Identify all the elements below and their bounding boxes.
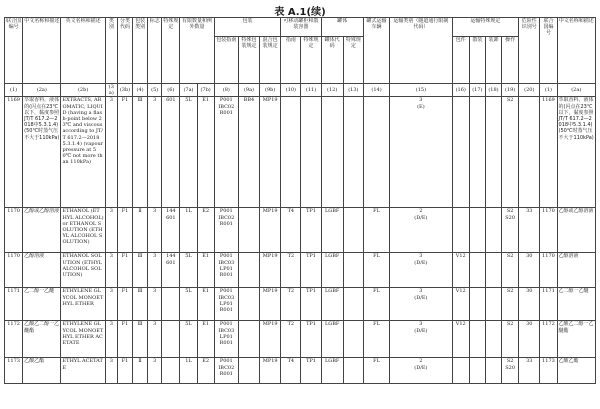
excepted-quantity-cell: E1: [197, 97, 214, 208]
th-pack-inst: 包装指南: [214, 37, 238, 84]
hazard-id-cell: 33: [519, 208, 540, 253]
limited-quantity-cell: 1L: [180, 358, 197, 384]
col-num: (3b): [117, 84, 132, 97]
mixed-packing-cell: MP19: [260, 253, 281, 288]
th-tank-code: 罐体代码: [321, 37, 343, 84]
col-num: (13): [343, 84, 363, 97]
class-code-cell: F1: [117, 253, 132, 288]
limited-quantity-cell: 5L: [180, 288, 197, 321]
col-num: (2a): [23, 84, 61, 97]
tank-code-cell: LGBF: [321, 321, 343, 358]
th-tank: 罐体: [321, 18, 363, 37]
cn-name-cell: 乙醇溶液: [23, 253, 61, 288]
tank-code-cell: LGBF: [321, 288, 343, 321]
tank-code-cell: LGBF: [321, 358, 343, 384]
class-code-cell: F1: [117, 97, 132, 208]
mixed-packing-cell: MP19: [260, 208, 281, 253]
mixed-packing-cell: MP19: [260, 358, 281, 384]
packing-group-cell: Ⅲ: [133, 288, 148, 321]
packing-instruction-cell: P001 IBC02 R001: [214, 208, 238, 253]
tsp-package-cell: V12: [452, 253, 469, 288]
limited-quantity-cell: 5L: [180, 253, 197, 288]
cn-name-cell: 乙酸乙酯: [23, 358, 61, 384]
vehicle-cell: FL: [363, 288, 389, 321]
class-cell: 3: [105, 208, 117, 253]
special-provisions-cell: 601: [162, 97, 180, 208]
label-cell: 3: [148, 321, 162, 358]
th-packing-group: 包装类别: [133, 18, 148, 84]
col-num: (1): [5, 84, 23, 97]
transport-category-cell: 2 (D/E): [390, 208, 453, 253]
col-num: (15): [390, 84, 453, 97]
th-tsp-operation: 操作: [502, 37, 519, 84]
vehicle-cell: FL: [363, 208, 389, 253]
tsp-package-cell: [452, 97, 469, 208]
tank-spec-cell: [343, 253, 363, 288]
transport-category-cell: 2 (D/E): [390, 358, 453, 384]
packing-special-cell: BB4: [238, 97, 259, 208]
hazard-id-cell: 30: [519, 288, 540, 321]
th-pack-sp: 特殊包装规定: [238, 37, 259, 84]
col-num: (10): [281, 84, 301, 97]
en-name-cell: ETHYLENE GLYCOL MONOETHYL ETHER: [61, 288, 105, 321]
label-cell: 3: [148, 358, 162, 384]
col-num: (20): [519, 84, 540, 97]
th-transport-category: 运输类别（隧道通行限制代码）: [390, 18, 453, 84]
tank-special-cell: TP1: [301, 358, 321, 384]
dangerous-goods-table: [4, 17, 596, 384]
col-num: (5): [148, 84, 162, 97]
tsp-bulk-cell: [469, 97, 485, 208]
tank-spec-cell: [343, 288, 363, 321]
tsp-bulk-cell: [469, 358, 485, 384]
hazard-id-cell: 33: [519, 358, 540, 384]
tank-instruction-cell: [281, 97, 301, 208]
cn-name-2-cell: 乙酸乙二醇一乙醚酯: [557, 321, 595, 358]
excepted-quantity-cell: E2: [197, 358, 214, 384]
packing-special-cell: [238, 253, 259, 288]
class-code-cell: F1: [117, 321, 132, 358]
th-transport-special: 运输特殊规定: [452, 18, 519, 37]
tsp-bulk-cell: [469, 288, 485, 321]
tank-special-cell: TP1: [301, 253, 321, 288]
col-num: (2a): [557, 84, 595, 97]
tsp-operation-cell: S2: [502, 253, 519, 288]
tsp-loading-cell: [485, 288, 501, 321]
col-num: (18): [485, 84, 501, 97]
packing-special-cell: [238, 288, 259, 321]
excepted-quantity-cell: E1: [197, 321, 214, 358]
th-special-provisions: 特殊规定: [162, 18, 180, 84]
th-tsp-bulk: 散装: [469, 37, 485, 84]
tank-instruction-cell: T4: [281, 208, 301, 253]
un-2-cell: 1170: [540, 253, 557, 288]
excepted-quantity-cell: E1: [197, 288, 214, 321]
tsp-package-cell: [452, 358, 469, 384]
th-limited-quantity: 有限数量和例外数量: [180, 18, 214, 84]
cn-name-cell: 萃取香料，液体的(闪点在23℃以下，黏度参照JT/T 617.2—2018中5.3.1.4)(50℃时蒸气压不大于110kPa): [23, 97, 61, 208]
table-row: [5, 358, 596, 384]
class-code-cell: F1: [117, 358, 132, 384]
tsp-operation-cell: S2: [502, 288, 519, 321]
th-vehicle: 罐式运输车辆: [363, 18, 389, 84]
packing-instruction-cell: P001 IBC03 LP01 R001: [214, 253, 238, 288]
col-num: (7a): [180, 84, 197, 97]
class-cell: 3: [105, 321, 117, 358]
un-2-cell: 1170: [540, 208, 557, 253]
tank-instruction-cell: T4: [281, 358, 301, 384]
excepted-quantity-cell: E2: [197, 208, 214, 253]
col-num: (4): [133, 84, 148, 97]
label-cell: 3: [148, 288, 162, 321]
col-num: (14): [363, 84, 389, 97]
special-provisions-cell: [162, 321, 180, 358]
th-packing: 包装: [214, 18, 281, 37]
packing-special-cell: [238, 358, 259, 384]
class-cell: 3: [105, 358, 117, 384]
tank-spec-cell: [343, 208, 363, 253]
class-code-cell: F1: [117, 288, 132, 321]
th-cn-name-2: 中文名称和描述: [557, 18, 595, 84]
vehicle-cell: FL: [363, 321, 389, 358]
hazard-id-cell: 30: [519, 321, 540, 358]
packing-special-cell: [238, 321, 259, 358]
packing-group-cell: Ⅱ: [133, 208, 148, 253]
packing-instruction-cell: P001 IBC02 R001: [214, 97, 238, 208]
en-name-cell: ETHANOL SOLUTION (ETHYL ALCOHOL SOLUTION): [61, 253, 105, 288]
tsp-loading-cell: [485, 253, 501, 288]
col-num: (19): [502, 84, 519, 97]
col-num: (6): [162, 84, 180, 97]
table-title: 表 A.1(续): [274, 7, 326, 18]
packing-instruction-cell: P001 IBC03 LP01 R001: [214, 288, 238, 321]
col-num: (9b): [260, 84, 281, 97]
tank-instruction-cell: T2: [281, 288, 301, 321]
th-class-code: 分类代码: [117, 18, 132, 84]
th-cn-name: 中文名称和描述: [23, 18, 61, 84]
transport-category-cell: 3 (D/E): [390, 321, 453, 358]
class-cell: 3: [105, 288, 117, 321]
th-mixed: 混合包装规定: [260, 37, 281, 84]
tsp-package-cell: [452, 208, 469, 253]
column-number-row: [5, 84, 596, 97]
table-row: [5, 208, 596, 253]
tank-instruction-cell: T2: [281, 253, 301, 288]
tsp-loading-cell: [485, 208, 501, 253]
class-cell: 3: [105, 253, 117, 288]
tank-spec-cell: [343, 97, 363, 208]
tsp-loading-cell: [485, 97, 501, 208]
vehicle-cell: FL: [363, 253, 389, 288]
tank-code-cell: LGBF: [321, 208, 343, 253]
col-num: (17): [469, 84, 485, 97]
en-name-cell: ETHYLENE GLYCOL MONOETHYL ETHER ACETATE: [61, 321, 105, 358]
tsp-operation-cell: S2: [502, 97, 519, 208]
th-tank-spec: 特殊规定: [343, 37, 363, 84]
hazard-id-cell: [519, 97, 540, 208]
col-num: (9a): [238, 84, 259, 97]
col-num: (7b): [197, 84, 214, 97]
limited-quantity-cell: 5L: [180, 97, 197, 208]
un-2-cell: 1171: [540, 288, 557, 321]
transport-category-cell: 3 (D/E): [390, 253, 453, 288]
th-hazard-id: 危险性识别号: [519, 18, 540, 84]
packing-group-cell: Ⅲ: [133, 253, 148, 288]
col-num: (16): [452, 84, 469, 97]
th-tsp-loading: 装卸: [485, 37, 501, 84]
col-num: (12): [321, 84, 343, 97]
un-cell: 1172: [5, 321, 23, 358]
transport-category-cell: 3 (E): [390, 97, 453, 208]
table-row: [5, 97, 596, 208]
table-row: [5, 288, 596, 321]
tsp-bulk-cell: [469, 253, 485, 288]
th-portable-tank: 可移动罐柜和散装容器: [281, 18, 321, 37]
vehicle-cell: FL: [363, 358, 389, 384]
class-cell: 3: [105, 97, 117, 208]
label-cell: 3: [148, 253, 162, 288]
transport-category-cell: 3 (D/E): [390, 288, 453, 321]
en-name-cell: EXTRACTS, AROMATIC, LIQUID (having a flash-point below 23℃ and viscous according to JT/T 617.2—2018 5.3.1.4) (vapour pressure at 50℃ not more than 110kPa): [61, 97, 105, 208]
vehicle-cell: [363, 97, 389, 208]
col-num: (3a): [105, 84, 117, 97]
tsp-package-cell: V12: [452, 321, 469, 358]
un-2-cell: 1172: [540, 321, 557, 358]
tank-instruction-cell: T2: [281, 321, 301, 358]
tsp-loading-cell: [485, 321, 501, 358]
tank-special-cell: TP1: [301, 208, 321, 253]
col-num: (11): [301, 84, 321, 97]
un-cell: 1169: [5, 97, 23, 208]
hazard-id-cell: 30: [519, 253, 540, 288]
mixed-packing-cell: MP19: [260, 288, 281, 321]
cn-name-2-cell: 萃取香料，液体的(闪点在23℃以下，黏度参照JT/T 617.2—2018中5.3.1.4)(50℃时蒸气压不大于110kPa): [557, 97, 595, 208]
tank-spec-cell: [343, 358, 363, 384]
limited-quantity-cell: 5L: [180, 321, 197, 358]
un-2-cell: 1169: [540, 97, 557, 208]
tsp-loading-cell: [485, 358, 501, 384]
packing-group-cell: Ⅲ: [133, 97, 148, 208]
tsp-operation-cell: S2 S20: [502, 358, 519, 384]
packing-group-cell: Ⅲ: [133, 321, 148, 358]
cn-name-2-cell: 乙二醇一乙醚: [557, 288, 595, 321]
limited-quantity-cell: 1L: [180, 208, 197, 253]
un-cell: 1170: [5, 208, 23, 253]
col-num: (2b): [61, 84, 105, 97]
tank-special-cell: TP1: [301, 288, 321, 321]
packing-instruction-cell: P001 IBC03 LP01 R001: [214, 321, 238, 358]
packing-special-cell: [238, 208, 259, 253]
th-un: 联合国编号: [5, 18, 23, 84]
tsp-operation-cell: S2 S20: [502, 208, 519, 253]
special-provisions-cell: 144 601: [162, 253, 180, 288]
table-row: [5, 253, 596, 288]
special-provisions-cell: [162, 358, 180, 384]
tsp-operation-cell: S2: [502, 321, 519, 358]
excepted-quantity-cell: E1: [197, 253, 214, 288]
un-cell: 1170: [5, 253, 23, 288]
mixed-packing-cell: MP19: [260, 97, 281, 208]
un-2-cell: 1173: [540, 358, 557, 384]
packing-instruction-cell: P001 IBC02 R001: [214, 358, 238, 384]
th-tank-inst: 指南: [281, 37, 301, 84]
en-name-cell: ETHYL ACETATE: [61, 358, 105, 384]
special-provisions-cell: [162, 288, 180, 321]
th-tank-sp: 特殊规定: [301, 37, 321, 84]
cn-name-cell: 乙二醇一乙醚: [23, 288, 61, 321]
tsp-bulk-cell: [469, 321, 485, 358]
tank-special-cell: [301, 97, 321, 208]
table-row: [5, 321, 596, 358]
label-cell: 3: [148, 97, 162, 208]
packing-group-cell: Ⅱ: [133, 358, 148, 384]
tank-code-cell: LGBF: [321, 253, 343, 288]
tsp-package-cell: V12: [452, 288, 469, 321]
class-code-cell: F1: [117, 208, 132, 253]
th-un-2: 联合国编号: [540, 18, 557, 84]
cn-name-2-cell: 乙醇溶液: [557, 253, 595, 288]
tank-special-cell: TP1: [301, 321, 321, 358]
cn-name-2-cell: 乙醇或乙醇溶液: [557, 208, 595, 253]
en-name-cell: ETHANOL (ETHYL ALCOHOL) or ETHANOL SOLUTION (ETHYL ALCOHOL SOLUTION): [61, 208, 105, 253]
col-num: (1): [540, 84, 557, 97]
un-cell: 1171: [5, 288, 23, 321]
label-cell: 3: [148, 208, 162, 253]
special-provisions-cell: 144 601: [162, 208, 180, 253]
un-cell: 1173: [5, 358, 23, 384]
th-class: 类别: [105, 18, 117, 84]
cn-name-cell: 乙酸乙二醇一乙醚酯: [23, 321, 61, 358]
col-num: (8): [214, 84, 238, 97]
tank-spec-cell: [343, 321, 363, 358]
cn-name-2-cell: 乙酸乙酯: [557, 358, 595, 384]
th-tsp-package: 包件: [452, 37, 469, 84]
tank-code-cell: [321, 97, 343, 208]
cn-name-cell: 乙醇或乙醇溶液: [23, 208, 61, 253]
th-en-name: 英文名称和描述: [61, 18, 105, 84]
mixed-packing-cell: MP19: [260, 321, 281, 358]
tsp-bulk-cell: [469, 208, 485, 253]
th-label: 标志: [148, 18, 162, 84]
